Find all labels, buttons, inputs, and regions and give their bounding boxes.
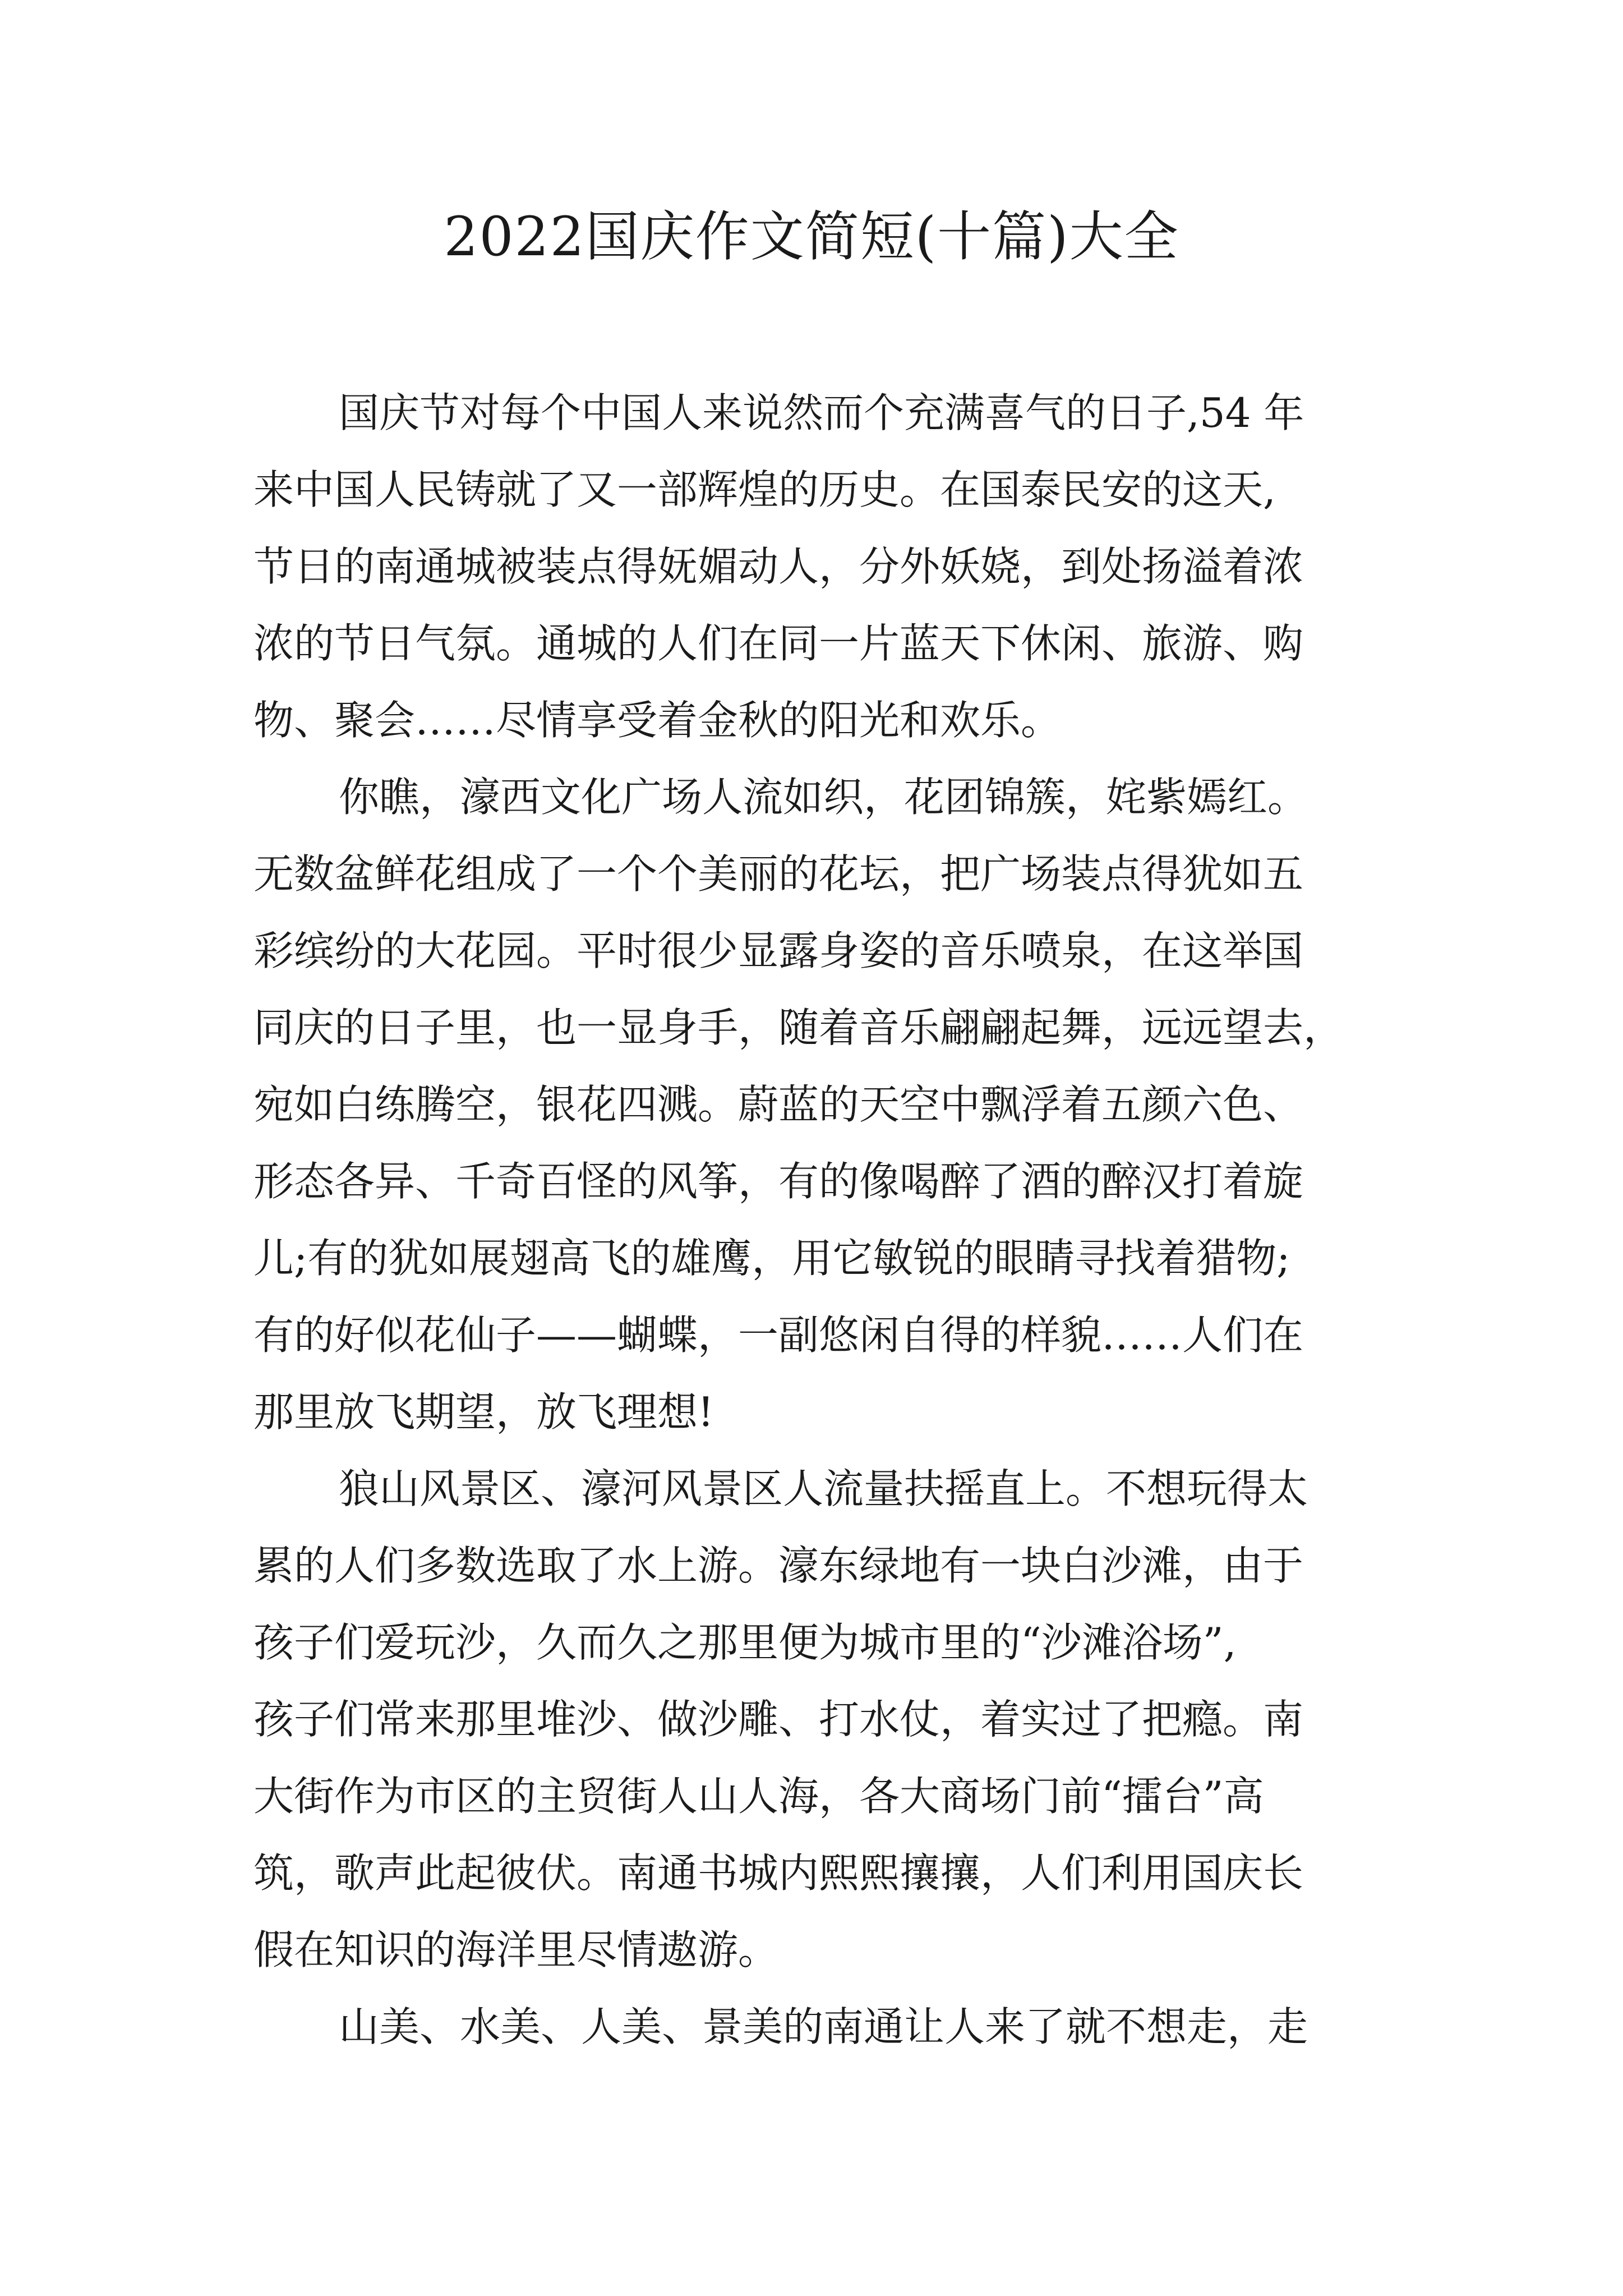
text-line: 那里放飞期望，放飞理想! xyxy=(253,1388,714,1435)
text-line: 无数盆鲜花组成了一个个美丽的花坛，把广场装点得犹如五 xyxy=(253,850,1304,898)
text-line: 有的好似花仙子——蝴蝶，一副悠闲自得的样貌……人们在 xyxy=(253,1312,1304,1359)
text-line: 同庆的日子里，也一显身手，随着音乐翩翩起舞，远远望去， xyxy=(253,1004,1344,1051)
text-line: 孩子们爱玩沙，久而久之那里便为城市里的“沙滩浴场”, xyxy=(253,1619,1237,1666)
text-line: 国庆节对每个中国人来说然而个充满喜气的日子,54 年 xyxy=(339,389,1304,436)
text-line: 累的人们多数选取了水上游。濠东绿地有一块白沙滩，由于 xyxy=(253,1542,1304,1589)
text-line: 物、聚会……尽情享受着金秋的阳光和欢乐。 xyxy=(253,697,1062,744)
text-line: 儿;有的犹如展翅高飞的雄鹰，用它敏锐的眼睛寻找着猎物; xyxy=(253,1235,1290,1282)
article-body xyxy=(253,375,1386,2065)
text-line: 节日的南通城被装点得妩媚动人，分外妖娆，到处扬溢着浓 xyxy=(253,543,1304,590)
text-line: 山美、水美、人美、景美的南通让人来了就不想走，走 xyxy=(339,2003,1308,2050)
text-line: 宛如白练腾空，银花四溅。蔚蓝的天空中飘浮着五颜六色、 xyxy=(253,1081,1304,1128)
text-line: 你瞧，濠西文化广场人流如织，花团锦簇，姹紫嫣红。 xyxy=(339,774,1308,821)
text-line: 孩子们常来那里堆沙、做沙雕、打水仗，着实过了把瘾。南 xyxy=(253,1696,1304,1743)
text-line: 狼山风景区、濠河风景区人流量扶摇直上。不想玩得太 xyxy=(339,1465,1308,1512)
text-line: 假在知识的海洋里尽情遨游。 xyxy=(253,1926,779,1973)
text-line: 浓的节日气氛。通城的人们在同一片蓝天下休闲、旅游、购 xyxy=(253,620,1304,667)
text-line: 大街作为市区的主贸街人山人海，各大商场门前“擂台”高 xyxy=(253,1773,1264,1820)
text-line: 彩缤纷的大花园。平时很少显露身姿的音乐喷泉，在这举国 xyxy=(253,927,1304,974)
text-line: 来中国人民铸就了又一部辉煌的历史。在国泰民安的这天, xyxy=(253,466,1276,513)
text-line: 筑，歌声此起彼伏。南通书城内熙熙攘攘，人们利用国庆长 xyxy=(253,1849,1304,1897)
document-title: 2022国庆作文简短(十篇)大全 xyxy=(444,205,1179,268)
text-line: 形态各异、千奇百怪的风筝，有的像喝醉了酒的醉汉打着旋 xyxy=(253,1158,1304,1205)
